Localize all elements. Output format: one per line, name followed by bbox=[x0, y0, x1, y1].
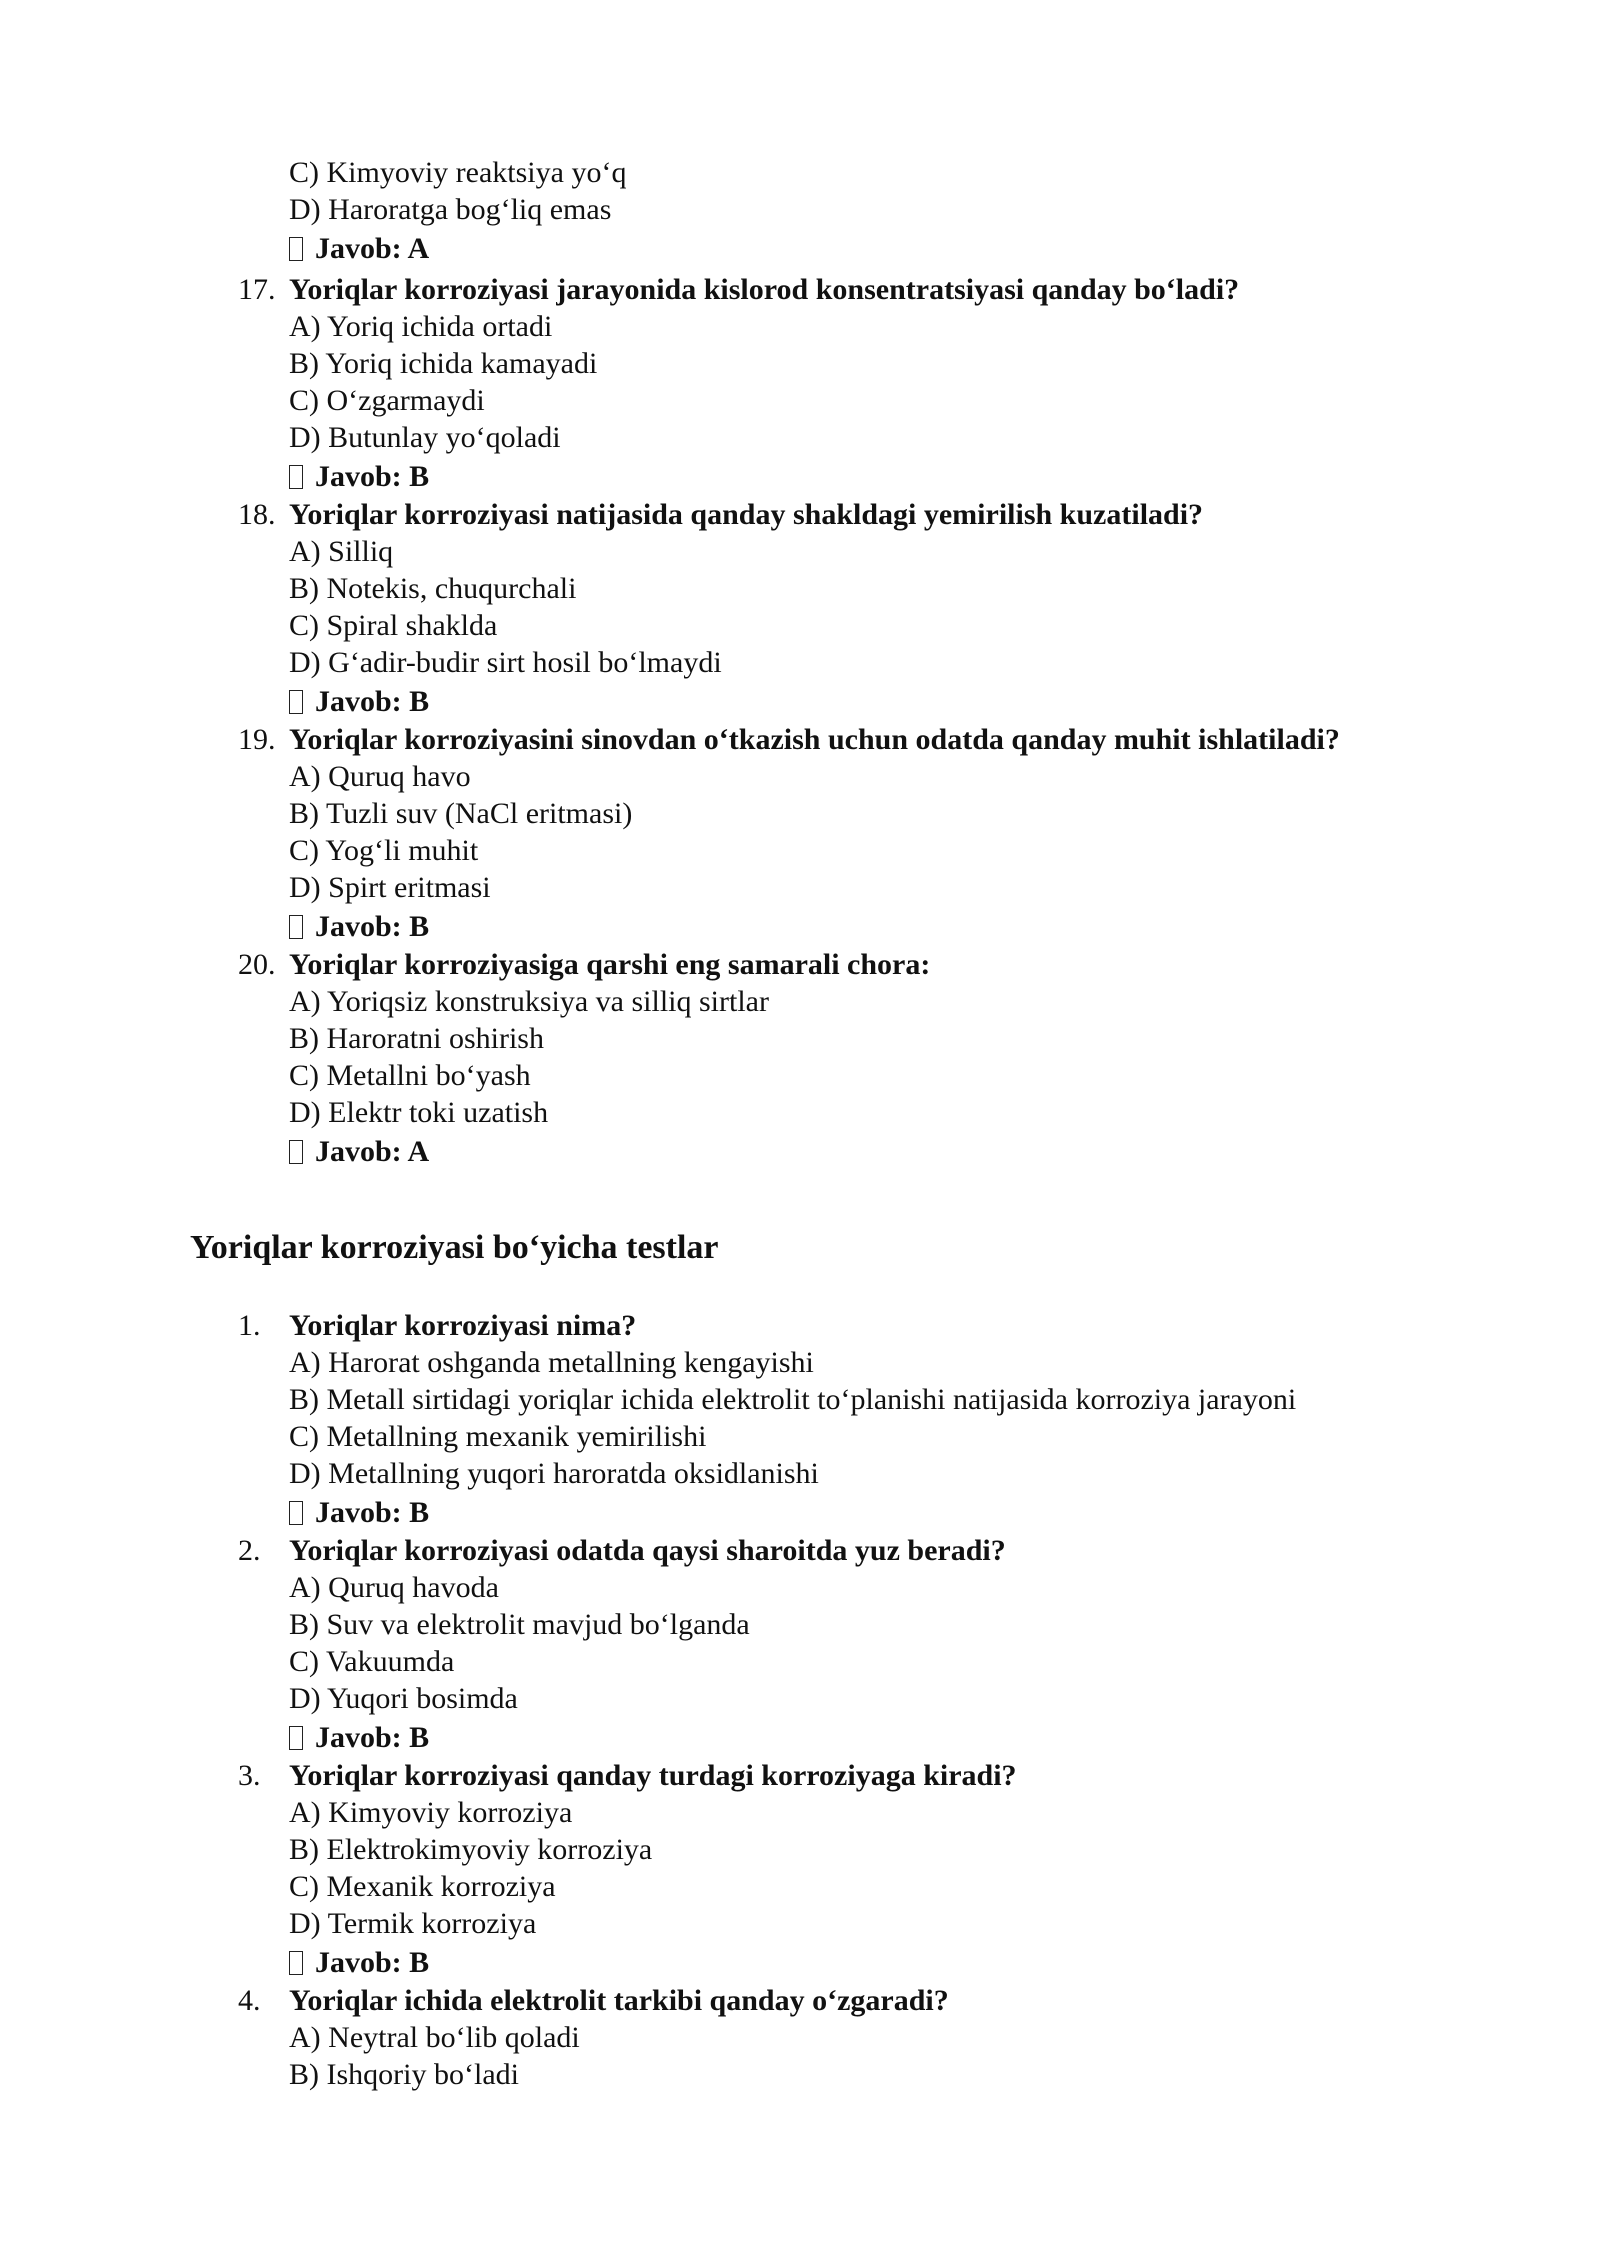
option-b: B) Metall sirtidagi yoriqlar ichida elektrolit to‘planishi natijasida korroziya jarayoni bbox=[289, 1383, 1297, 1416]
question-16-continuation bbox=[0, 154, 1600, 268]
question-number: 18. bbox=[238, 498, 276, 531]
option-a: A) Quruq havoda bbox=[289, 1571, 499, 1604]
option-d: D) Termik korroziya bbox=[289, 1907, 537, 1940]
answer-line bbox=[0, 906, 1600, 946]
answer-line bbox=[0, 1717, 1600, 1757]
option-d: D) G‘adir-budir sirt hosil bo‘lmaydi bbox=[289, 646, 722, 679]
option-c: C) Yog‘li muhit bbox=[289, 834, 479, 867]
option-b: B) Haroratni oshirish bbox=[289, 1022, 544, 1055]
question-item-2 bbox=[0, 1532, 1600, 1757]
checkbox-icon bbox=[289, 465, 303, 489]
option-b: B) Ishqoriy bo‘ladi bbox=[289, 2058, 519, 2091]
answer-text: Javob: B bbox=[315, 1721, 430, 1754]
option-c: C) Metallning mexanik yemirilishi bbox=[289, 1420, 707, 1453]
option-a: A) Quruq havo bbox=[289, 760, 471, 793]
question-number: 19. bbox=[238, 723, 276, 756]
question-text bbox=[0, 496, 1600, 533]
answer-text: Javob: B bbox=[315, 1946, 430, 1979]
option-c: C) Mexanik korroziya bbox=[289, 1870, 556, 1903]
option-b: B) Yoriq ichida kamayadi bbox=[289, 347, 598, 380]
option-a: A) Silliq bbox=[289, 535, 394, 568]
question-number: 2. bbox=[238, 1534, 261, 1567]
answer-line bbox=[0, 228, 1600, 268]
question-label: Yoriqlar korroziyasi nima? bbox=[289, 1309, 637, 1342]
option-b: B) Tuzli suv (NaCl eritmasi) bbox=[289, 797, 633, 830]
option-a: A) Kimyoviy korroziya bbox=[289, 1796, 573, 1829]
option-d: D) Haroratga bog‘liq emas bbox=[289, 193, 612, 226]
question-text bbox=[0, 271, 1600, 308]
option-c: C) O‘zgarmaydi bbox=[289, 384, 485, 417]
question-text bbox=[0, 1307, 1600, 1344]
option-c: C) Vakuumda bbox=[289, 1645, 455, 1678]
question-label: Yoriqlar korroziyasiga qarshi eng samarali chora: bbox=[289, 948, 931, 981]
question-text bbox=[0, 721, 1600, 758]
question-text bbox=[0, 946, 1600, 983]
question-item-18 bbox=[0, 496, 1600, 721]
question-label: Yoriqlar korroziyasi qanday turdagi korroziyaga kiradi? bbox=[289, 1759, 1017, 1792]
option-a: A) Yoriqsiz konstruksiya va silliq sirtlar bbox=[289, 985, 769, 1018]
checkbox-icon bbox=[289, 1951, 303, 1975]
option-b: B) Suv va elektrolit mavjud bo‘lganda bbox=[289, 1608, 750, 1641]
question-label: Yoriqlar korroziyasi odatda qaysi sharoitda yuz beradi? bbox=[289, 1534, 1006, 1567]
answer-text: Javob: B bbox=[315, 460, 430, 493]
question-number: 4. bbox=[238, 1984, 261, 2017]
question-number: 17. bbox=[238, 273, 276, 306]
answer-text: Javob: A bbox=[315, 1135, 430, 1168]
checkbox-icon bbox=[289, 1140, 303, 1164]
checkbox-icon bbox=[289, 237, 303, 261]
question-list-b bbox=[0, 1307, 1600, 2093]
answer-line bbox=[0, 456, 1600, 496]
answer-line bbox=[0, 681, 1600, 721]
option-d: D) Butunlay yo‘qoladi bbox=[289, 421, 561, 454]
question-item-17 bbox=[0, 271, 1600, 496]
answer-line bbox=[0, 1131, 1600, 1171]
question-number: 3. bbox=[238, 1759, 261, 1792]
checkbox-icon bbox=[289, 690, 303, 714]
question-label: Yoriqlar korroziyasini sinovdan o‘tkazish uchun odatda qanday muhit ishlatiladi? bbox=[289, 723, 1340, 756]
question-item-4 bbox=[0, 1982, 1600, 2093]
option-d: D) Spirt eritmasi bbox=[289, 871, 491, 904]
option-a: A) Harorat oshganda metallning kengayishi bbox=[289, 1346, 814, 1379]
question-item-1 bbox=[0, 1307, 1600, 1532]
answer-line bbox=[0, 1942, 1600, 1982]
answer-text: Javob: B bbox=[315, 910, 430, 943]
question-label: Yoriqlar ichida elektrolit tarkibi qanday o‘zgaradi? bbox=[289, 1984, 949, 2017]
answer-line bbox=[0, 1492, 1600, 1532]
option-d: D) Metallning yuqori haroratda oksidlanishi bbox=[289, 1457, 819, 1490]
option-d: D) Yuqori bosimda bbox=[289, 1682, 518, 1715]
option-c: C) Kimyoviy reaktsiya yo‘q bbox=[289, 156, 627, 189]
question-label: Yoriqlar korroziyasi jarayonida kislorod konsentratsiyasi qanday bo‘ladi? bbox=[289, 273, 1240, 306]
question-number: 1. bbox=[238, 1309, 261, 1342]
question-label: Yoriqlar korroziyasi natijasida qanday shakldagi yemirilish kuzatiladi? bbox=[289, 498, 1204, 531]
option-a: A) Neytral bo‘lib qoladi bbox=[289, 2021, 580, 2054]
option-b: B) Notekis, chuqurchali bbox=[289, 572, 577, 605]
question-text bbox=[0, 1982, 1600, 2019]
answer-text: Javob: A bbox=[315, 232, 430, 265]
answer-text: Javob: B bbox=[315, 1496, 430, 1529]
option-d: D) Elektr toki uzatish bbox=[289, 1096, 549, 1129]
question-item-3 bbox=[0, 1757, 1600, 1982]
option-c: C) Metallni bo‘yash bbox=[289, 1059, 531, 1092]
option-c: C) Spiral shaklda bbox=[289, 609, 498, 642]
option-b: B) Elektrokimyoviy korroziya bbox=[289, 1833, 653, 1866]
question-text bbox=[0, 1532, 1600, 1569]
question-item-20 bbox=[0, 946, 1600, 1171]
checkbox-icon bbox=[289, 915, 303, 939]
section-heading: Yoriqlar korroziyasi bo‘yicha testlar bbox=[190, 1229, 719, 1266]
answer-text: Javob: B bbox=[315, 685, 430, 718]
question-number: 20. bbox=[238, 948, 276, 981]
question-text bbox=[0, 1757, 1600, 1794]
checkbox-icon bbox=[289, 1501, 303, 1525]
checkbox-icon bbox=[289, 1726, 303, 1750]
option-a: A) Yoriq ichida ortadi bbox=[289, 310, 553, 343]
question-list-a bbox=[0, 271, 1600, 1171]
question-item-19 bbox=[0, 721, 1600, 946]
